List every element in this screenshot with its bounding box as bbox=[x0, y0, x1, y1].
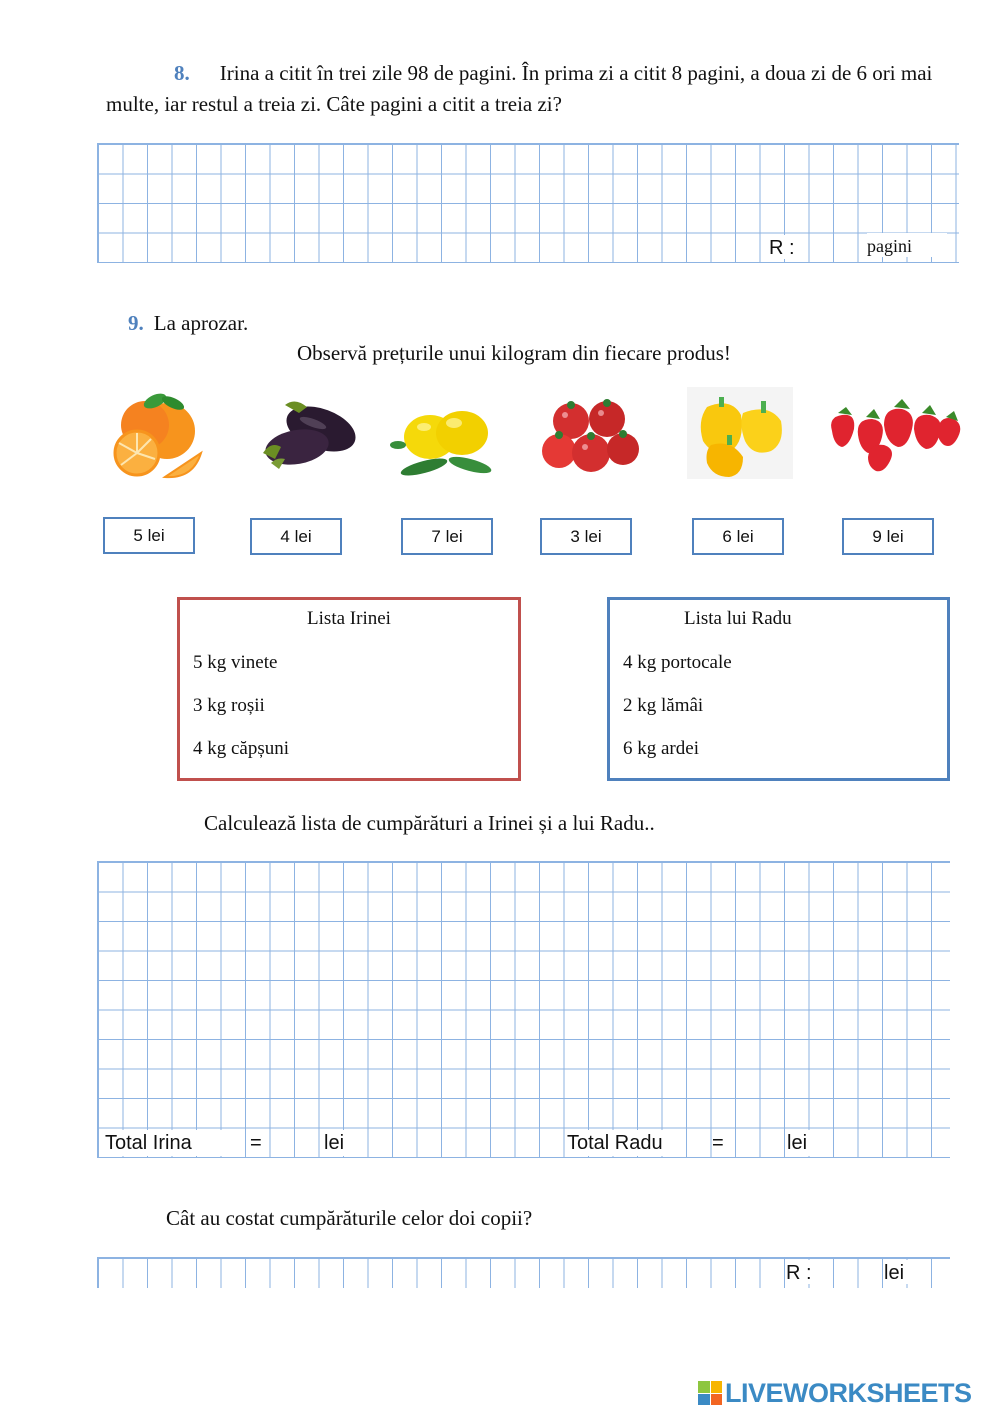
liveworksheets-logo bbox=[698, 1377, 972, 1409]
calc-grid[interactable] bbox=[97, 861, 950, 1158]
answer-grid-final[interactable] bbox=[97, 1257, 950, 1288]
question-number: 8. bbox=[174, 61, 190, 85]
list-item: 5 kg vinete bbox=[193, 652, 278, 673]
orange-icon bbox=[105, 387, 211, 479]
calc-instruction: Calculează lista de cumpărături a Irinei și a lui Radu.. bbox=[204, 811, 655, 835]
list-irina bbox=[177, 597, 521, 781]
price-tag-pepper: 6 lei bbox=[692, 518, 784, 555]
price-tag-orange: 5 lei bbox=[103, 517, 195, 554]
equals-sign: = bbox=[250, 1130, 266, 1156]
list-item: 2 kg lămâi bbox=[623, 695, 704, 716]
bell-pepper-icon bbox=[687, 387, 793, 479]
answer-grid-q8[interactable] bbox=[97, 143, 959, 263]
instruction-text: Observă prețurile unui kilogram din fiecare produs! bbox=[297, 341, 731, 365]
answer-unit: pagini bbox=[867, 233, 947, 257]
price-tag-tomato: 3 lei bbox=[540, 518, 632, 555]
strawberry-icon bbox=[822, 387, 964, 479]
price-tag-strawberry: 9 lei bbox=[842, 518, 934, 555]
list-item: 3 kg roșii bbox=[193, 695, 265, 716]
list-item: 4 kg portocale bbox=[623, 652, 732, 673]
total-radu-label: Total Radu bbox=[567, 1130, 677, 1156]
list-title: Lista lui Radu bbox=[684, 608, 792, 629]
eggplant-icon bbox=[255, 387, 361, 479]
price-tag-eggplant: 4 lei bbox=[250, 518, 342, 555]
question-9-title: 9. La aprozar. bbox=[128, 311, 249, 335]
logo-mark-icon bbox=[698, 1381, 722, 1405]
answer-label: R : bbox=[786, 1260, 822, 1284]
tomato-icon bbox=[537, 387, 643, 479]
currency-label: lei bbox=[324, 1130, 352, 1156]
question-number: 9. bbox=[128, 311, 144, 335]
question-8 bbox=[106, 58, 966, 120]
question-text: Irina a citit în trei zile 98 de pagini. În prima zi a citit 8 pagini, a doua zi de 6 ori mai multe, iar restul a treia zi. Câte pagini a citit a treia zi? bbox=[106, 61, 933, 116]
list-item: 6 kg ardei bbox=[623, 738, 699, 759]
list-item: 4 kg căpșuni bbox=[193, 738, 290, 759]
list-radu bbox=[607, 597, 950, 781]
logo-text: LIVEWORKSHEETS bbox=[725, 1377, 972, 1408]
answer-label: R : bbox=[769, 235, 803, 259]
equals-sign: = bbox=[712, 1130, 728, 1156]
final-question: Cât au costat cumpărăturile celor doi copii? bbox=[166, 1206, 533, 1230]
list-title: Lista Irinei bbox=[307, 608, 391, 629]
lemon-icon bbox=[390, 387, 496, 479]
price-tag-lemon: 7 lei bbox=[401, 518, 493, 555]
answer-unit: lei bbox=[884, 1260, 914, 1284]
currency-label: lei bbox=[787, 1130, 815, 1156]
total-irina-label: Total Irina bbox=[105, 1130, 239, 1156]
